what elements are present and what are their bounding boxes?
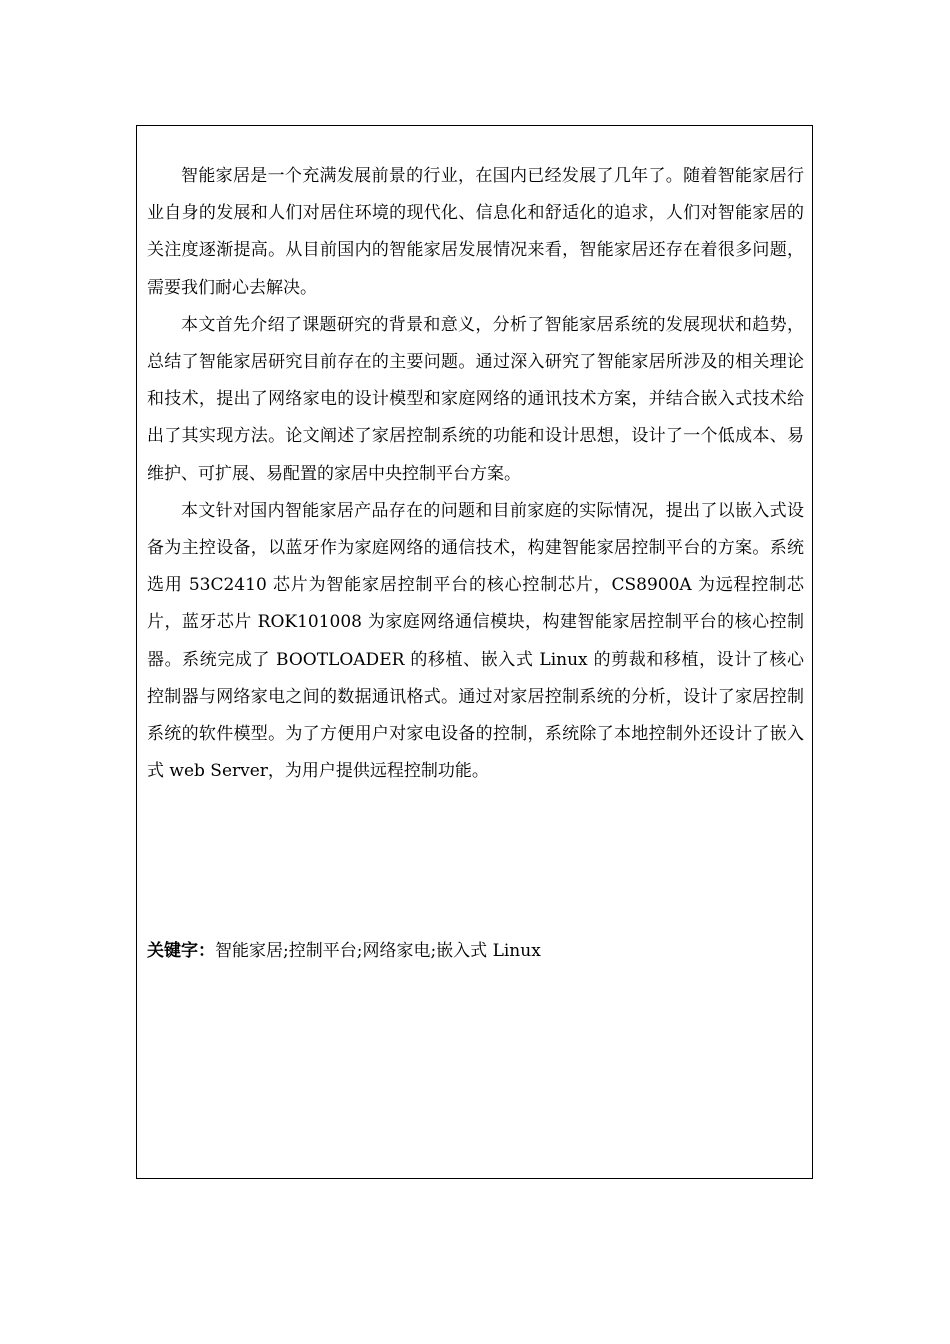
abstract-box bbox=[136, 125, 813, 1179]
abstract-paragraph-2: 本文首先介绍了课题研究的背景和意义，分析了智能家居系统的发展现状和趋势，总结了智能家居研究目前存在的主要问题。通过深入研究了智能家居所涉及的相关理论和技术，提出了网络家电的设计模型和家庭网络的通讯技术方案，并结合嵌入式技术给出了其实现方法。论文阐述了家居控制系统的功能和设计思想，设计了一个低成本、易维护、可扩展、易配置的家居中央控制平台方案。 bbox=[147, 314, 804, 484]
abstract-paragraph-1: 智能家居是一个充满发展前景的行业，在国内已经发展了几年了。随着智能家居行业自身的发展和人们对居住环境的现代化、信息化和舒适化的追求，人们对智能家居的关注度逐渐提高。从目前国内的智能家居发展情况来看，智能家居还存在着很多问题，需要我们耐心去解决。 bbox=[147, 166, 804, 298]
abstract-body bbox=[147, 158, 804, 790]
keywords-text: 智能家居;控制平台;网络家电;嵌入式 Linux bbox=[215, 941, 541, 961]
keywords-line bbox=[147, 938, 804, 964]
keywords-label: 关键字： bbox=[147, 941, 215, 961]
abstract-paragraph-3: 本文针对国内智能家居产品存在的问题和目前家庭的实际情况，提出了以嵌入式设备为主控设备，以蓝牙作为家庭网络的通信技术，构建智能家居控制平台的方案。系统选用 53C2410 芯片为智能家居控制平台的核心控制芯片，CS8900A 为远程控制芯片，蓝牙芯片 ROK101008 为家庭网络通信模块，构建智能家居控制平台的核心控制器。系统完成了 BOOTLOADER 的移植、嵌入式 Linux 的剪裁和移植，设计了核心控制器与网络家电之间的数据通讯格式。通过对家居控制系统的分析，设计了家居控制系统的软件模型。为了方便用户对家电设备的控制，系统除了本地控制外还设计了嵌入式 web Server，为用户提供远程控制功能。 bbox=[147, 500, 804, 782]
